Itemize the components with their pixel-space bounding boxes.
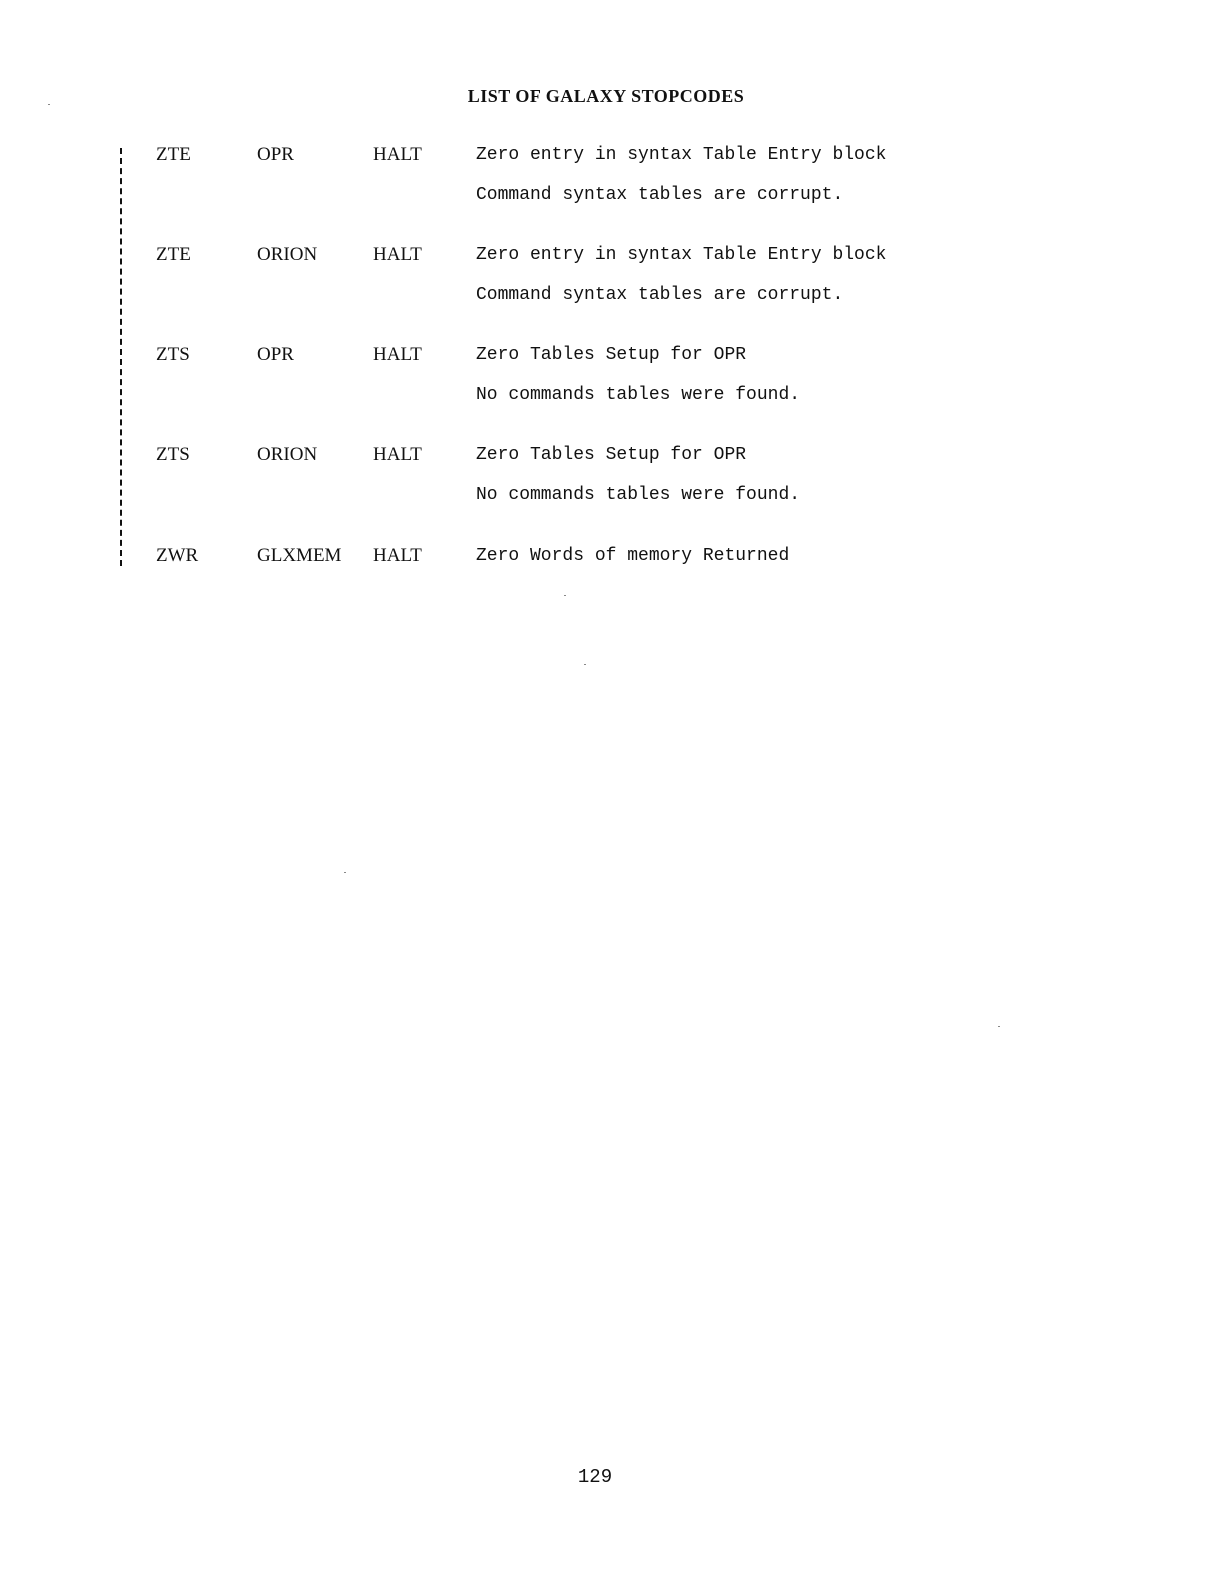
- scan-speck: [564, 595, 566, 596]
- description: [476, 144, 886, 206]
- stopcode: ZWR: [156, 545, 199, 566]
- description-line: Zero Words of memory Returned: [476, 546, 790, 566]
- stopcode: ZTS: [156, 344, 190, 365]
- scan-speck: [998, 1026, 1000, 1027]
- description: [476, 244, 886, 306]
- action: HALT: [373, 344, 422, 365]
- page-number: 129: [577, 1466, 613, 1488]
- description-line: Zero Tables Setup for OPR: [476, 345, 747, 365]
- action: HALT: [373, 545, 422, 566]
- description-line: Zero entry in syntax Table Entry block: [476, 145, 887, 165]
- module-name: ORION: [257, 244, 318, 265]
- page-title: LIST OF GALAXY STOPCODES: [467, 86, 745, 106]
- action: HALT: [373, 444, 422, 465]
- stopcode: ZTE: [156, 144, 191, 165]
- description: [476, 444, 800, 506]
- module-name: ORION: [257, 444, 318, 465]
- stopcode: ZTE: [156, 244, 191, 265]
- explanation-line: No commands tables were found.: [476, 485, 801, 505]
- description-line: Zero Tables Setup for OPR: [476, 445, 747, 465]
- description: [476, 344, 800, 406]
- scan-speck: [48, 104, 50, 105]
- explanation-line: Command syntax tables are corrupt.: [476, 185, 844, 205]
- description-line: Zero entry in syntax Table Entry block: [476, 245, 887, 265]
- action: HALT: [373, 144, 422, 165]
- explanation-line: No commands tables were found.: [476, 385, 801, 405]
- module-name: OPR: [257, 344, 294, 365]
- scan-speck: [584, 664, 586, 665]
- description: [476, 545, 789, 567]
- action: HALT: [373, 244, 422, 265]
- change-bar: [120, 148, 122, 566]
- scan-speck: [344, 872, 346, 873]
- module-name: OPR: [257, 144, 294, 165]
- stopcode: ZTS: [156, 444, 190, 465]
- explanation-line: Command syntax tables are corrupt.: [476, 285, 844, 305]
- module-name: GLXMEM: [257, 545, 342, 566]
